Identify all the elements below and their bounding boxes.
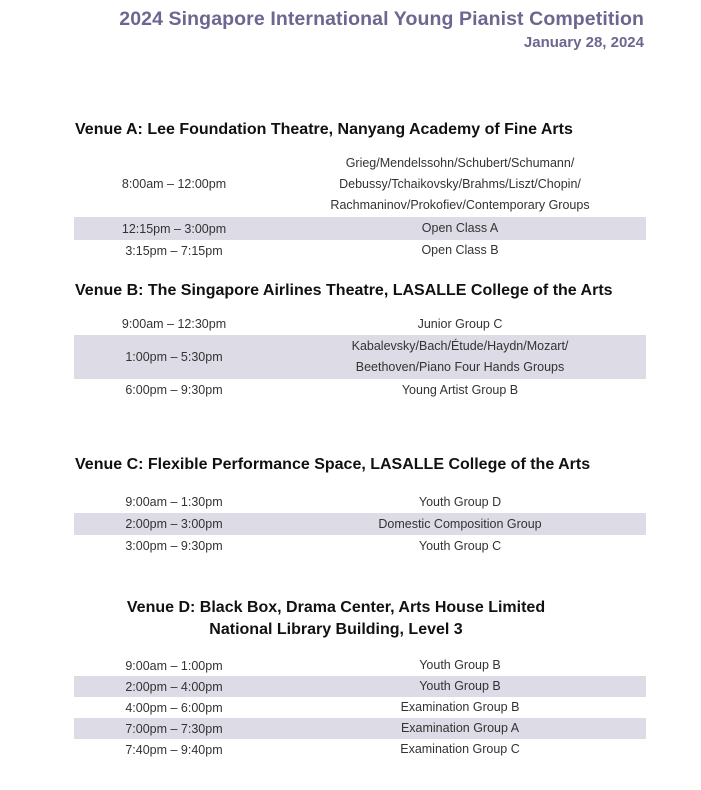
venue-title-line: National Library Building, Level 3 bbox=[209, 621, 463, 638]
schedule-row bbox=[74, 655, 646, 676]
group-line: Junior Group C bbox=[417, 316, 503, 331]
group-name bbox=[274, 380, 646, 401]
group-name bbox=[274, 314, 646, 335]
time-slot: 3:00pm – 9:30pm bbox=[125, 539, 223, 553]
group-name bbox=[274, 218, 646, 239]
schedule-row bbox=[74, 379, 646, 401]
group-line: Examination Group C bbox=[400, 742, 520, 756]
group-name bbox=[274, 153, 646, 216]
group-name bbox=[274, 655, 646, 676]
venue-b-title bbox=[75, 280, 613, 302]
group-line: Examination Group A bbox=[400, 721, 520, 735]
time-slot: 2:00pm – 3:00pm bbox=[125, 517, 223, 531]
schedule-row bbox=[74, 676, 646, 697]
schedule-row bbox=[74, 491, 646, 513]
time-slot: 2:00pm – 4:00pm bbox=[125, 679, 223, 694]
venue-d-schedule bbox=[74, 655, 646, 760]
schedule-row bbox=[74, 697, 646, 718]
group-line: Youth Group D bbox=[418, 494, 502, 509]
time-slot: 9:00am – 1:00pm bbox=[125, 658, 223, 673]
group-name bbox=[274, 697, 646, 718]
group-name bbox=[274, 240, 646, 261]
group-name bbox=[274, 718, 646, 739]
group-line: Open Class A bbox=[421, 221, 499, 235]
venue-title-line: Venue D: Black Box, Drama Center, Arts House Limited bbox=[126, 599, 546, 616]
group-line: Youth Group C bbox=[418, 538, 502, 553]
schedule-row bbox=[74, 151, 646, 217]
venue-title-line: Venue A: Lee Foundation Theatre, Nanyang Academy of Fine Arts bbox=[75, 121, 573, 138]
venue-title-line: Venue B: The Singapore Airlines Theatre, LASALLE College of the Arts bbox=[75, 282, 613, 299]
group-line: Youth Group B bbox=[419, 679, 501, 693]
schedule-row bbox=[74, 718, 646, 739]
venue-c-schedule bbox=[74, 491, 646, 557]
time-slot: 7:40pm – 9:40pm bbox=[125, 742, 223, 757]
schedule-row bbox=[74, 217, 646, 240]
group-name bbox=[274, 676, 646, 697]
group-name bbox=[274, 514, 646, 535]
schedule-row bbox=[74, 739, 646, 760]
time-slot: 4:00pm – 6:00pm bbox=[125, 700, 223, 715]
time-slot: 9:00am – 12:30pm bbox=[121, 317, 227, 331]
group-line: Domestic Composition Group bbox=[378, 516, 542, 531]
group-line: Kabalevsky/Bach/Étude/Haydn/Mozart/ bbox=[351, 339, 569, 353]
time-slot: 7:00pm – 7:30pm bbox=[125, 721, 223, 736]
group-name bbox=[274, 739, 646, 760]
time-slot: 6:00pm – 9:30pm bbox=[125, 383, 223, 397]
venue-a-title bbox=[75, 119, 573, 141]
group-line: Beethoven/Piano Four Hands Groups bbox=[355, 360, 565, 374]
venue-d-title bbox=[0, 597, 672, 641]
group-line: Rachmaninov/Prokofiev/Contemporary Groups bbox=[330, 197, 590, 212]
time-slot: 8:00am – 12:00pm bbox=[121, 177, 227, 191]
group-line: Debussy/Tchaikovsky/Brahms/Liszt/Chopin/ bbox=[339, 176, 581, 191]
venue-title-line: Venue C: Flexible Performance Space, LASALLE College of the Arts bbox=[75, 456, 591, 473]
time-slot: 9:00am – 1:30pm bbox=[125, 495, 223, 509]
time-slot: 12:15pm – 3:00pm bbox=[121, 221, 227, 236]
document-date: January 28, 2024 bbox=[523, 34, 644, 51]
group-line: Open Class B bbox=[421, 243, 499, 257]
group-line: Youth Group B bbox=[419, 658, 501, 672]
time-slot: 1:00pm – 5:30pm bbox=[125, 350, 223, 364]
schedule-row bbox=[74, 535, 646, 557]
group-line: Young Artist Group B bbox=[401, 382, 519, 397]
group-name bbox=[274, 492, 646, 513]
schedule-row bbox=[74, 513, 646, 535]
document-header bbox=[119, 6, 644, 53]
group-line: Examination Group B bbox=[400, 700, 520, 714]
venue-a-schedule bbox=[74, 151, 646, 261]
venue-c-title bbox=[75, 454, 590, 476]
schedule-row bbox=[74, 240, 646, 261]
schedule-row bbox=[74, 335, 646, 379]
time-slot: 3:15pm – 7:15pm bbox=[125, 243, 223, 258]
schedule-row bbox=[74, 313, 646, 335]
group-name bbox=[274, 536, 646, 557]
venue-b-schedule bbox=[74, 313, 646, 401]
group-line: Grieg/Mendelssohn/Schubert/Schumann/ bbox=[345, 155, 575, 170]
document-title: 2024 Singapore International Young Pianist Competition bbox=[119, 8, 644, 30]
group-name bbox=[274, 336, 646, 378]
